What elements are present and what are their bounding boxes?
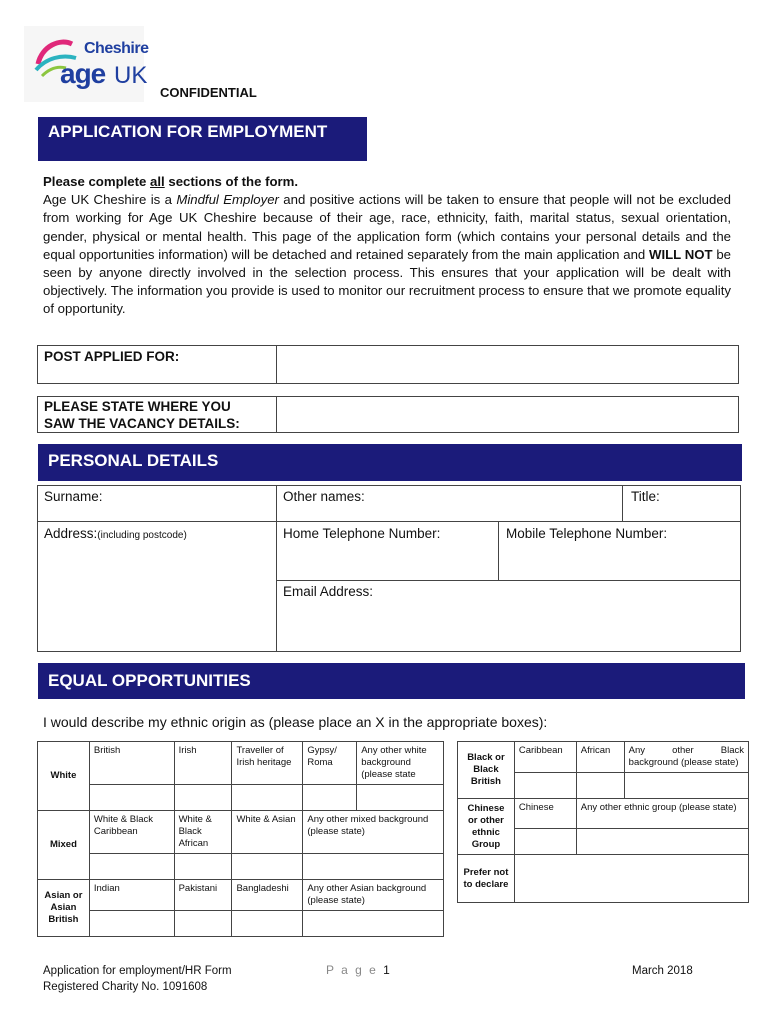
surname-label: Surname: <box>44 489 103 504</box>
option-mixed-white-black-african[interactable]: White & Black African <box>174 811 232 854</box>
checkbox-mixed-white-black-caribbean[interactable] <box>89 854 174 880</box>
checkbox-black-caribbean[interactable] <box>514 773 576 799</box>
checkbox-chinese[interactable] <box>514 829 576 855</box>
checkbox-white-gypsy-roma[interactable] <box>303 785 357 811</box>
email-label: Email Address: <box>283 584 374 599</box>
checkbox-white-other[interactable] <box>357 785 444 811</box>
ethnicity-white-label: White <box>38 742 90 811</box>
option-chinese[interactable]: Chinese <box>514 799 576 829</box>
logo-age-text: age <box>60 58 106 89</box>
option-asian-bangladeshi[interactable]: Bangladeshi <box>232 880 303 911</box>
mobile-telephone-label: Mobile Telephone Number: <box>506 526 668 541</box>
ethnicity-black-label: Black or Black British <box>458 742 515 799</box>
surname-field[interactable] <box>37 485 277 522</box>
intro-heading: Please complete all sections of the form. <box>43 174 299 189</box>
option-asian-indian[interactable]: Indian <box>89 880 174 911</box>
ethnicity-mixed-label: Mixed <box>38 811 90 880</box>
checkbox-mixed-white-asian[interactable] <box>232 854 303 880</box>
post-applied-label-cell <box>37 345 277 384</box>
table-row <box>38 911 444 937</box>
footer-charity-number: Registered Charity No. 1091608 <box>43 981 208 993</box>
logo-cheshire-text: Cheshire <box>84 40 149 57</box>
checkbox-asian-bangladeshi[interactable] <box>232 911 303 937</box>
table-row <box>458 742 749 773</box>
vacancy-label-line1: PLEASE STATE WHERE YOU <box>44 399 231 414</box>
home-telephone-label: Home Telephone Number: <box>283 526 441 541</box>
personal-details-heading: PERSONAL DETAILS <box>48 451 219 470</box>
intro-text: Please complete all sections of the form. Age UK Cheshire is a Mindful Employer and positive actions will be taken to ensure that people will not be excluded from working for Age UK Cheshire because of their age, race, ethnicity, faith, marital status, sexual orientation, gender, physical or mental health. This page of the application form (which contains your personal details and the equal opportunities information) will be detached and retained separately from the main application and WILL NOT be seen by anyone directly involved in the selection process. This ensures that your application will be dealt with objectively. The information you provide is used to monitor our recruitment process to ensure that we promote equality of opportunity. <box>43 174 731 317</box>
checkbox-black-other[interactable] <box>624 773 748 799</box>
option-mixed-white-black-caribbean[interactable]: White & Black Caribbean <box>89 811 174 854</box>
checkbox-prefer-not-to-declare[interactable] <box>514 855 748 903</box>
checkbox-white-british[interactable] <box>89 785 174 811</box>
title-banner <box>38 117 367 161</box>
checkbox-asian-indian[interactable] <box>89 911 174 937</box>
table-row <box>458 799 749 829</box>
ethnicity-chinese-label: Chinese or other ethnic Group <box>458 799 515 855</box>
post-applied-label: POST APPLIED FOR: <box>44 349 180 364</box>
table-row <box>458 855 749 903</box>
personal-details-banner <box>38 444 742 481</box>
checkbox-black-african[interactable] <box>576 773 624 799</box>
other-names-field[interactable] <box>276 485 623 522</box>
title-field[interactable] <box>622 485 741 522</box>
checkbox-asian-other[interactable] <box>303 911 444 937</box>
checkbox-mixed-other[interactable] <box>303 854 444 880</box>
table-row <box>38 854 444 880</box>
address-label: Address:(including postcode) <box>44 526 187 541</box>
footer-form-name: Application for employment/HR Form <box>43 965 232 977</box>
ethnicity-prefer-not-label: Prefer not to declare <box>458 855 515 903</box>
ethnicity-table-left <box>37 741 444 937</box>
footer-left <box>43 963 232 995</box>
other-names-label: Other names: <box>283 489 365 504</box>
table-row <box>38 811 444 854</box>
email-field[interactable] <box>276 580 741 652</box>
ethnicity-asian-label: Asian or Asian British <box>38 880 90 937</box>
checkbox-mixed-white-black-african[interactable] <box>174 854 232 880</box>
table-row <box>38 880 444 911</box>
page-title: APPLICATION FOR EMPLOYMENT <box>48 122 328 141</box>
option-other-ethnic-group[interactable]: Any other ethnic group (please state) <box>576 799 748 829</box>
logo-uk-text: UK <box>114 62 148 89</box>
checkbox-white-traveller[interactable] <box>232 785 303 811</box>
option-black-other[interactable]: Any other Black background (please state) <box>624 742 748 773</box>
checkbox-asian-pakistani[interactable] <box>174 911 232 937</box>
checkbox-white-irish[interactable] <box>174 785 232 811</box>
option-black-african[interactable]: African <box>576 742 624 773</box>
option-asian-pakistani[interactable]: Pakistani <box>174 880 232 911</box>
ethnic-origin-instruction: I would describe my ethnic origin as (please place an X in the appropriate boxes): <box>43 714 548 730</box>
address-note: (including postcode) <box>97 530 187 541</box>
equal-opportunities-banner <box>38 663 745 699</box>
age-uk-cheshire-logo <box>24 26 149 102</box>
option-white-irish[interactable]: Irish <box>174 742 232 785</box>
table-row <box>38 785 444 811</box>
title-label: Title: <box>631 489 660 504</box>
option-mixed-white-asian[interactable]: White & Asian <box>232 811 303 854</box>
option-white-gypsy-roma[interactable]: Gypsy/ Roma <box>303 742 357 785</box>
address-field[interactable] <box>37 521 277 652</box>
vacancy-label-cell <box>37 396 277 433</box>
vacancy-field[interactable] <box>276 396 739 433</box>
post-applied-field[interactable] <box>276 345 739 384</box>
option-white-other[interactable]: Any other white background (please state <box>357 742 444 785</box>
home-telephone-field[interactable] <box>276 521 499 581</box>
mobile-telephone-field[interactable] <box>498 521 741 581</box>
option-mixed-other[interactable]: Any other mixed background (please state) <box>303 811 444 854</box>
option-white-british[interactable]: British <box>89 742 174 785</box>
option-black-caribbean[interactable]: Caribbean <box>514 742 576 773</box>
table-row <box>38 742 444 785</box>
equal-opportunities-heading: EQUAL OPPORTUNITIES <box>48 671 251 690</box>
page-number: P a g e 1 <box>326 963 392 977</box>
checkbox-other-ethnic-group[interactable] <box>576 829 748 855</box>
vacancy-label-line2: SAW THE VACANCY DETAILS: <box>44 416 240 431</box>
option-asian-other[interactable]: Any other Asian background (please state) <box>303 880 444 911</box>
option-white-traveller[interactable]: Traveller of Irish heritage <box>232 742 303 785</box>
footer-date: March 2018 <box>632 965 693 977</box>
confidential-label: CONFIDENTIAL <box>160 85 257 100</box>
ethnicity-table-right <box>457 741 749 903</box>
